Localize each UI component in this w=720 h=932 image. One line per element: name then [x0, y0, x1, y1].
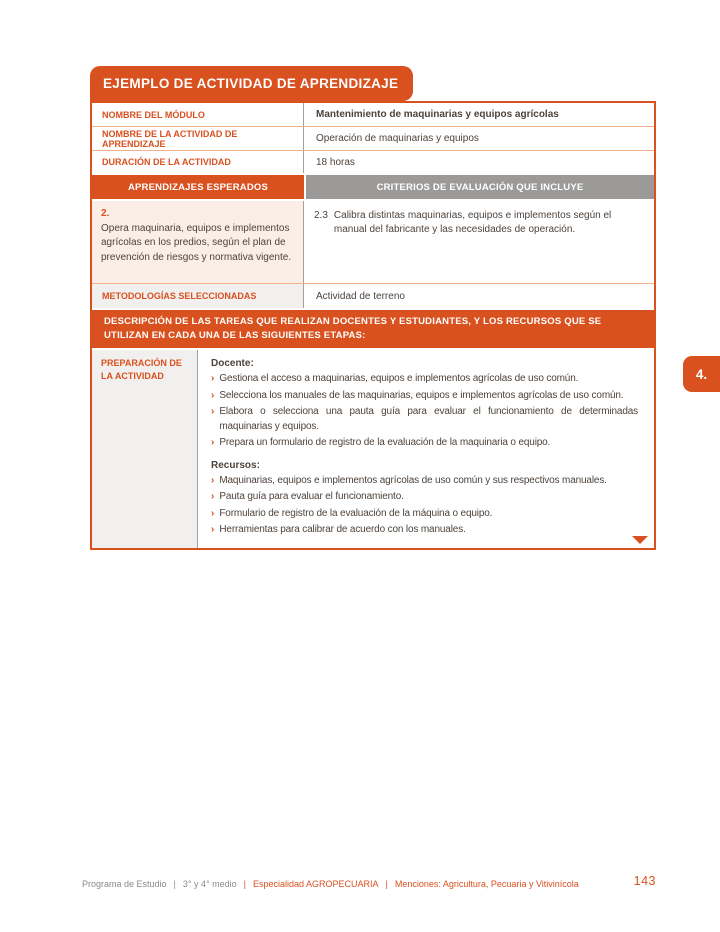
list-item-text: Pauta guía para evaluar el funcionamiento. [219, 491, 404, 502]
bullet-icon: › [211, 491, 215, 502]
module-name-label: NOMBRE DEL MÓDULO [92, 103, 304, 126]
list-item-text: Gestiona el acceso a maquinarias, equipos e implementos agrícolas de uso común. [219, 373, 579, 384]
table-row [92, 151, 654, 175]
aprendizajes-header: APRENDIZAJES ESPERADOS [92, 175, 304, 199]
list-item-text: Elabora o selecciona una pauta guía para evaluar el funcionamiento de determinadas maquinarias y equipos. [219, 406, 638, 432]
preparacion-label: PREPARACIÓN DE LA ACTIVIDAD [92, 350, 198, 548]
footer-mentions: Menciones: Agricultura, Pecuaria y Vitivinícola [394, 879, 579, 889]
list-item [211, 523, 638, 538]
criterio-number: 2.3 [314, 210, 328, 221]
table-column-headers [92, 175, 654, 201]
duration-label: DURACIÓN DE LA ACTIVIDAD [92, 151, 304, 173]
bullet-icon: › [211, 524, 215, 535]
docente-heading: Docente: [211, 358, 254, 369]
table-row [92, 201, 654, 284]
list-item [211, 490, 638, 505]
metodologias-value: Actividad de terreno [316, 290, 405, 302]
activity-name-value: Operación de maquinarias y equipos [316, 133, 479, 144]
bullet-icon: › [211, 507, 215, 519]
page-number: 143 [633, 874, 656, 888]
preparacion-content [198, 350, 654, 548]
aprendizaje-text: Opera maquinaria, equipos e implementos agrícolas en los predios, según el plan de prevención de riesgos y normativa vigente. [101, 223, 292, 263]
footer-separator: | [173, 879, 176, 889]
aprendizaje-number: 2. [101, 208, 110, 219]
descripcion-heading: DESCRIPCIÓN DE LAS TAREAS QUE REALIZAN DOCENTES Y ESTUDIANTES, Y LOS RECURSOS QUE SE UTILIZAN EN CADA UNA DE LAS SIGUIENTES ETAPAS: [92, 310, 654, 350]
criterio-text: Calibra distintas maquinarias, equipos e implementos según el manual del fabricante y las necesidades de operación. [333, 210, 612, 236]
activity-name-label: NOMBRE DE LA ACTIVIDAD DE APRENDIZAJE [92, 127, 304, 150]
recursos-heading: Recursos: [211, 459, 260, 471]
list-item [211, 372, 638, 387]
table-row [92, 103, 654, 127]
list-item-text: Formulario de registro de la evaluación de la máquina o equipo. [219, 507, 493, 519]
footer [82, 879, 579, 889]
list-item [211, 474, 638, 489]
duration-value: 18 horas [316, 156, 355, 168]
chapter-tab: 4. [683, 356, 720, 392]
list-item [211, 405, 638, 434]
list-item [211, 507, 638, 522]
list-item-text: Herramientas para calibrar de acuerdo con los manuales. [219, 524, 466, 535]
page-title: EJEMPLO DE ACTIVIDAD DE APRENDIZAJE [90, 66, 413, 101]
footer-grades: 3° y 4° medio [182, 879, 237, 889]
continuation-arrow-icon [632, 536, 648, 544]
preparacion-row [92, 350, 654, 548]
metodologias-label: METODOLOGÍAS SELECCIONADAS [92, 284, 304, 308]
list-item [211, 436, 638, 451]
bullet-icon: › [211, 437, 215, 448]
list-item-text: Maquinarias, equipos e implementos agrícolas de uso común y sus respectivos manuales. [219, 474, 607, 486]
footer-program: Programa de Estudio [82, 879, 167, 889]
table-row [92, 127, 654, 151]
list-item-text: Selecciona los manuales de las maquinarias, equipos e implementos agrícolas de uso común. [219, 389, 624, 401]
bullet-icon: › [211, 373, 215, 384]
aprendizaje-cell [92, 201, 304, 283]
criterio-cell [304, 201, 654, 283]
bullet-icon: › [211, 389, 215, 401]
bullet-icon: › [211, 474, 215, 486]
list-item-text: Prepara un formulario de registro de la evaluación de la maquinaria o equipo. [219, 437, 551, 448]
criterios-header: CRITERIOS DE EVALUACIÓN QUE INCLUYE [306, 175, 654, 199]
table-row [92, 284, 654, 310]
activity-table [90, 101, 656, 550]
footer-separator: | [243, 879, 246, 889]
list-item [211, 389, 638, 404]
module-name-value: Mantenimiento de maquinarias y equipos agrícolas [316, 109, 559, 120]
footer-specialty: Especialidad AGROPECUARIA [252, 879, 379, 889]
bullet-icon: › [211, 406, 215, 417]
footer-separator: | [385, 879, 388, 889]
